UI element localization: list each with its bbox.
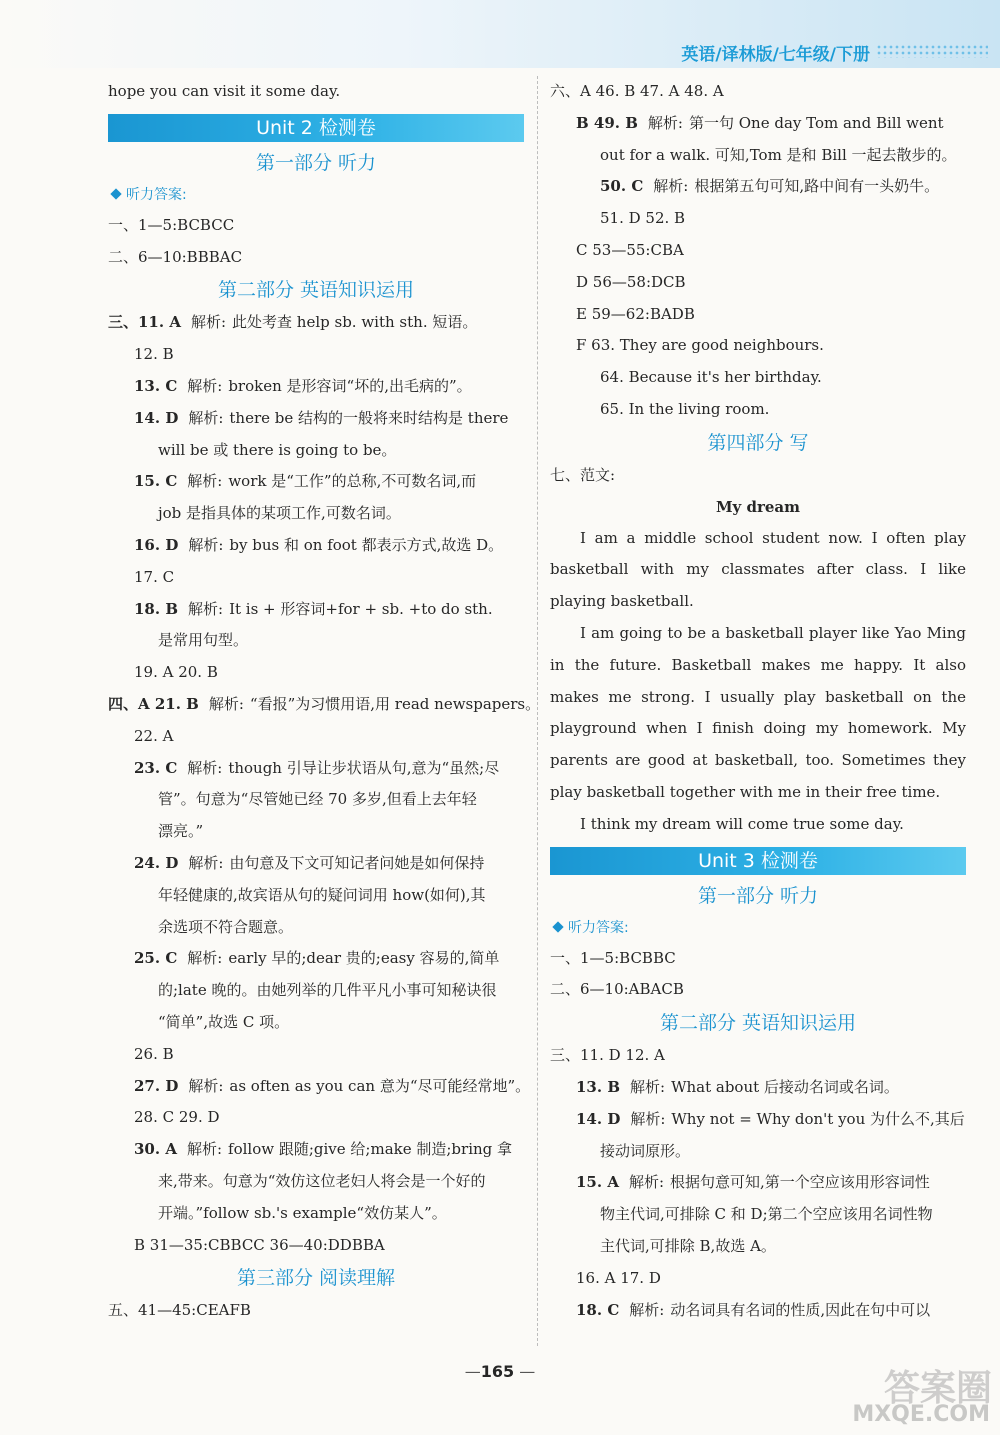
answer-continuation: 余选项不符合题意。 — [158, 917, 294, 936]
answer-line: E 59—62:BADB — [576, 304, 695, 323]
unit3-banner: Unit 3 检测卷 — [550, 847, 966, 875]
answer-line: 五、41—45:CEAFB — [108, 1301, 251, 1320]
part1-title: 第一部分 听力 — [255, 151, 377, 174]
answer-line: B 31—35:CBBCC 36—40:DDBBA — [134, 1235, 385, 1254]
answer-line: 一、1—5:BCBCC — [108, 215, 235, 234]
book-title: 英语/译林版/七年级/下册 — [681, 45, 870, 65]
answer-continuation: 的;late 晚的。由她列举的几件平凡小事可知秘诀很 — [158, 981, 497, 1000]
answer-line: 30. A 解析: follow 跟随;give 给;make 制造;bring 拿 — [134, 1140, 513, 1159]
answer-continuation: 漂亮。” — [158, 822, 204, 841]
answer-line: 15. C 解析: work 是“工作”的总称,不可数名词,而 — [134, 472, 477, 491]
diamond-icon — [110, 188, 121, 199]
answer-line: C 53—55:CBA — [576, 240, 684, 259]
watermark-url: MXQE.COM — [852, 1402, 990, 1427]
essay-paragraph: I think my dream will come true some day. — [580, 814, 904, 833]
part3-title: 第三部分 阅读理解 — [236, 1267, 396, 1290]
answer-line: 六、A 46. B 47. A 48. A — [550, 82, 724, 100]
answer-line: 17. C — [134, 567, 175, 586]
answer-continuation: 主代词,可排除 B,故选 A。 — [600, 1236, 776, 1255]
essay-title: My dream — [715, 497, 801, 516]
answer-line: 27. D 解析: as often as you can 意为“尽可能经常地”。 — [134, 1076, 531, 1095]
answer-line: 13. B 解析: What about 后接动名词或名词。 — [576, 1077, 899, 1096]
answer-line: 19. A 20. B — [134, 663, 218, 682]
part2-title: 第二部分 英语知识运用 — [659, 1012, 857, 1035]
answer-line: 一、1—5:BCBBC — [550, 948, 676, 967]
diamond-icon — [552, 921, 563, 932]
answer-line: 26. B — [134, 1044, 174, 1063]
answer-continuation: 管”。句意为“尽管她已经 70 多岁,但看上去年轻 — [158, 790, 477, 809]
answer-line: 16. D 解析: by bus 和 on foot 都表示方式,故选 D。 — [134, 535, 504, 554]
answer-line: 三、11. A 解析: 此处考查 help sb. with sth. 短语。 — [108, 313, 478, 332]
answer-continuation: 年轻健康的,故宾语从句的疑问词用 how(如何),其 — [158, 885, 486, 904]
answer-line: F 63. They are good neighbours. — [576, 336, 824, 355]
answer-line: 三、11. D 12. A — [550, 1046, 665, 1065]
answer-line: 12. B — [134, 345, 174, 364]
answer-continuation: will be 或 there is going to be。 — [158, 440, 397, 459]
answer-continuation: 物主代词,可排除 C 和 D;第二个空应该用名词性物 — [600, 1205, 933, 1224]
right-column — [550, 76, 966, 1326]
answer-line: 二、6—10:ABACB — [550, 980, 684, 999]
answer-continuation: job 是指具体的某项工作,可数名词。 — [158, 504, 401, 523]
answer-line: 64. Because it's her birthday. — [600, 368, 822, 387]
listening-answers-label: 听力答案: — [550, 913, 966, 943]
unit2-banner: Unit 2 检测卷 — [108, 114, 524, 142]
answer-line: 25. C 解析: early 早的;dear 贵的;easy 容易的,简单 — [134, 949, 500, 968]
answer-line: 16. A 17. D — [576, 1268, 661, 1287]
answer-line: 14. D 解析: there be 结构的一般将来时结构是 there — [134, 408, 509, 427]
answer-continuation: “简单”,故选 C 项。 — [158, 1012, 290, 1031]
answer-line: 65. In the living room. — [600, 399, 770, 418]
left-column — [108, 76, 541, 1327]
listening-answers-label: 听力答案: — [108, 180, 524, 210]
answer-continuation: 开端。”follow sb.'s example“效仿某人”。 — [158, 1203, 447, 1222]
answer-line: 13. C 解析: broken 是形容词“坏的,出毛病的”。 — [134, 376, 472, 395]
answer-line: 51. D 52. B — [600, 209, 686, 228]
answer-line: 22. A — [134, 726, 174, 745]
essay-paragraph: I am a middle school student now. I often play basketball with my classmates after class. I like playing basketball. — [550, 528, 966, 611]
answer-line: 四、A 21. B 解析: “看报”为习惯用语,用 read newspapers。 — [108, 694, 541, 713]
answer-line: B 49. B 解析: 第一句 One day Tom and Bill went — [576, 113, 944, 132]
answer-line: 23. C 解析: though 引导让步状语从句,意为“虽然;尽 — [134, 758, 500, 777]
answer-continuation: 来,带来。句意为“效仿这位老妇人将会是一个好的 — [158, 1171, 486, 1190]
answer-line: D 56—58:DCB — [576, 272, 686, 291]
page-number: — 165 — — [0, 1362, 1000, 1381]
answer-line: 二、6—10:BBBAC — [108, 247, 243, 266]
sample-essay-label: 七、范文: — [550, 465, 616, 484]
answer-continuation: 接动词原形。 — [600, 1141, 691, 1160]
header-dot-pattern — [876, 44, 988, 58]
answer-line: 15. A 解析: 根据句意可知,第一个空应该用形容词性 — [576, 1173, 930, 1192]
answer-continuation: out for a walk. 可知,Tom 是和 Bill 一起去散步的。 — [600, 145, 957, 164]
answer-line: 50. C 解析: 根据第五句可知,路中间有一头奶牛。 — [600, 177, 940, 196]
answer-line: 18. C 解析: 动名词具有名词的性质,因此在句中可以 — [576, 1300, 931, 1319]
part2-title: 第二部分 英语知识运用 — [217, 279, 415, 302]
answer-continuation: 是常用句型。 — [158, 631, 249, 650]
answer-line: 14. D 解析: Why not = Why don't you 为什么不,其后 — [576, 1109, 965, 1128]
essay-paragraph: I am going to be a basketball player like Yao Ming in the future. Basketball makes me happy. It also makes me strong. I usually play basketball on the playground when I finish doing my homework. My parents are good at basketball, too. Sometimes they play basketball together with me in their free time. — [550, 623, 966, 801]
watermark-logo: 答案圈 — [883, 1368, 992, 1409]
carry-over-line: hope you can visit it some day. — [108, 82, 341, 100]
answer-line: 28. C 29. D — [134, 1108, 220, 1127]
part4-title: 第四部分 写 — [707, 431, 809, 454]
answer-line: 24. D 解析: 由句意及下文可知记者问她是如何保持 — [134, 853, 485, 872]
answer-line: 18. B 解析: It is + 形容词+for + sb. +to do sth. — [134, 599, 493, 618]
part1-title: 第一部分 听力 — [697, 884, 819, 907]
